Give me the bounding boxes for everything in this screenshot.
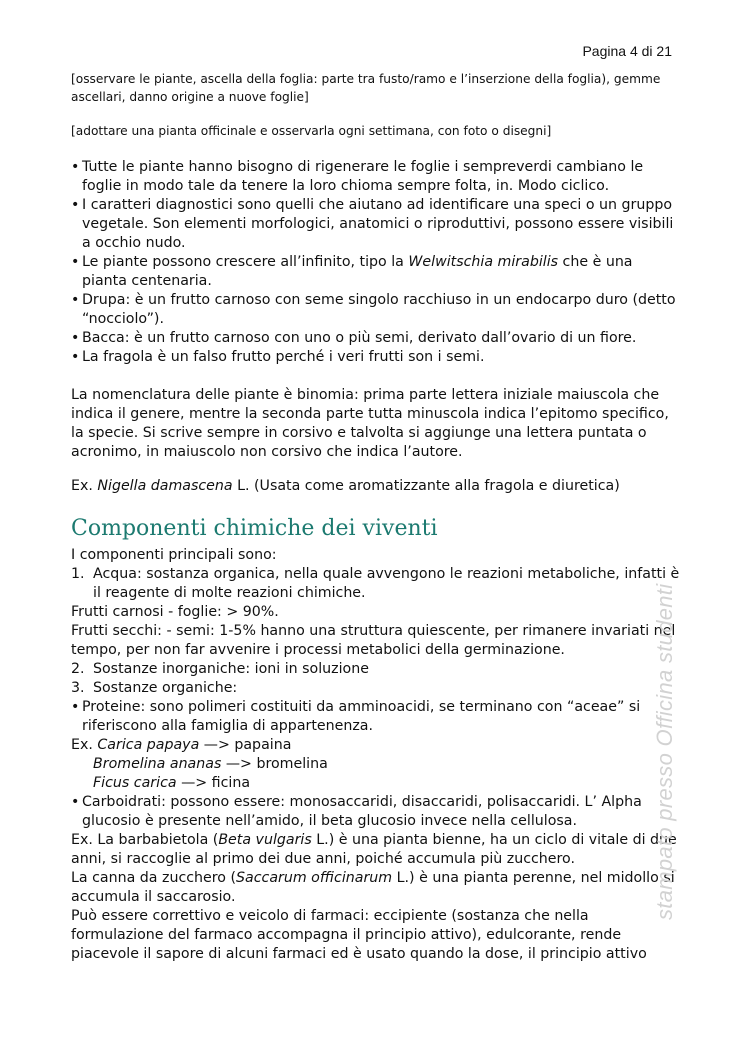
numbered-item-inorganiche (71, 660, 681, 679)
example-carica (71, 736, 681, 755)
species-name: Ficus carica (93, 775, 177, 791)
species-name: Bromelina ananas (93, 756, 222, 772)
item-number: 1. (71, 566, 85, 582)
paragraph-text: L.) è una pianta perenne, nel midollo si accumula il saccarosio. (71, 870, 675, 905)
bullet-text: La fragola è un falso frutto perché i veri frutti son i semi. (82, 349, 485, 365)
bullet-item (71, 291, 681, 329)
example-text: Ex. (71, 737, 98, 753)
bullet-text: che è una pianta centenaria. (82, 254, 633, 289)
bullet-text: Proteine: sono polimeri costituiti da amminoacidi, se terminano con “aceae” si riferiscono alla famiglia di appartenenza. (82, 699, 641, 734)
bullet-text: Drupa: è un frutto carnoso con seme singolo racchiuso in un endocarpo duro (detto “nocciolo”). (82, 292, 676, 327)
item-text: Sostanze inorganiche: ioni in soluzione (93, 661, 369, 677)
note-ascella: [osservare le piante, ascella della foglia: parte tra fusto/ramo e l’inserzione della foglia), gemme ascellari, danno origine a nuove foglie] (71, 72, 661, 104)
item-number: 3. (71, 680, 85, 696)
bullet-item (71, 348, 681, 367)
species-name: Nigella damascena (97, 478, 233, 494)
example-text: L. (Usata come aromatizzante alla fragola e diuretica) (232, 478, 620, 494)
bullet-item (71, 158, 681, 196)
paragraph-text: La canna da zucchero ( (71, 870, 237, 886)
section-intro: I componenti principali sono: (71, 547, 277, 563)
bullet-text: I caratteri diagnostici sono quelli che aiutano ad identificare una speci o un gruppo vegetale. Son elementi morfologici, anatomici o riproduttivi, possono essere visibili a occhio nudo. (82, 197, 674, 251)
paragraph-correttivo: Può essere correttivo e veicolo di farmaci: eccipiente (sostanza che nella formulazione del farmaco accompagna il principio attivo), edulcorante, rende piacevole il sapore di alcuni farmaci ed è usato quando la dose, il principio attivo (71, 908, 647, 962)
section-heading: Componenti chimiche dei viventi (71, 516, 438, 541)
paragraph-nomenclatura: La nomenclatura delle piante è binomia: prima parte lettera iniziale maiuscola che indica il genere, mentre la seconda parte tutta minuscola indica l’epitomo specifico, la specie. Si scrive sempre in corsivo e talvolta si aggiunge una lettera puntata o acronimo, in maiuscolo non corsivo che indica l’autore. (71, 387, 669, 460)
example-ficus (71, 774, 681, 793)
bullet-item (71, 329, 681, 348)
page-number: Pagina 4 di 21 (582, 43, 672, 59)
item-number: 2. (71, 661, 85, 677)
example-bromelina (71, 755, 681, 774)
bullet-text: Carboidrati: possono essere: monosaccaridi, disaccaridi, polisaccaridi. L’ Alpha glucosio è presente nell’amido, il beta glucosio invece nella cellulosa. (82, 794, 642, 829)
item-text: Sostanze organiche: (93, 680, 238, 696)
paragraph-text: Ex. La barbabietola ( (71, 832, 219, 848)
numbered-item-acqua (71, 565, 681, 603)
paragraph-example-nigella (71, 477, 681, 496)
bullet-text: Le piante possono crescere all’infinito, tipo la (82, 254, 409, 270)
bullet-proteine (71, 698, 681, 736)
example-text: —> ficina (176, 775, 251, 791)
species-name: Welwitschia mirabilis (408, 254, 559, 270)
bullet-text: Bacca: è un frutto carnoso con uno o più semi, derivato dall’ovario di un fiore. (82, 330, 637, 346)
bullet-item (71, 253, 681, 291)
paragraph-frutti-secchi: Frutti secchi: - semi: 1-5% hanno una struttura quiescente, per rimanere invariati nel tempo, per non far avvenire i processi metabolici della germinazione. (71, 623, 676, 658)
bullet-list-piante (71, 158, 681, 367)
watermark: stampato presso Officina studenti (652, 583, 677, 920)
document-body (71, 70, 681, 964)
paragraph-text: L.) è una pianta bienne, ha un ciclo di vitale di due anni, si raccoglie al primo dei due anni, poiché accumula più zucchero. (71, 832, 677, 867)
example-text: —> papaina (199, 737, 292, 753)
item-text: Acqua: sostanza organica, nella quale avvengono le reazioni metaboliche, infatti è il reagente di molte reazioni chimiche. (93, 566, 680, 601)
bullet-text: Tutte le piante hanno bisogno di rigenerare le foglie i sempreverdi cambiano le foglie in modo tale da tenere la loro chioma sempre folta, in. Modo ciclico. (82, 159, 644, 194)
example-text: Ex. (71, 478, 98, 494)
species-name: Carica papaya (97, 737, 200, 753)
paragraph-frutti-carnosi: Frutti carnosi - foglie: > 90%. (71, 604, 279, 620)
paragraph-canna (71, 869, 681, 907)
numbered-item-organiche (71, 679, 681, 698)
bullet-carboidrati (71, 793, 681, 831)
section-body (71, 546, 681, 964)
note-pianta-officinale: [adottare una pianta officinale e osservarla ogni settimana, con foto o disegni] (71, 124, 552, 138)
bullet-item (71, 196, 681, 253)
paragraph-barbabietola (71, 831, 681, 869)
species-name: Saccarum officinarum (236, 870, 393, 886)
example-text: —> bromelina (221, 756, 328, 772)
species-name: Beta vulgaris (218, 832, 312, 848)
